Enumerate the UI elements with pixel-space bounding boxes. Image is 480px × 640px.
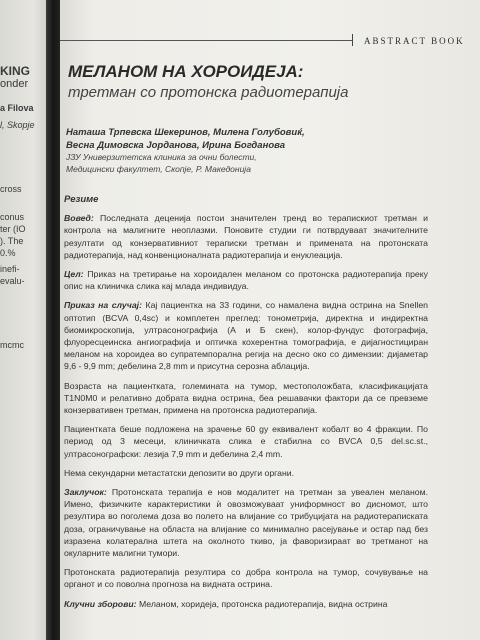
abstract-page (60, 0, 480, 640)
left-page-fragment: 0.% (0, 248, 16, 258)
header-rule (60, 40, 352, 41)
left-page-fragment: inefi- (0, 264, 20, 274)
author-list (66, 126, 366, 152)
section-text: Возраста на пациентката, големината на тумор, местоположбата, класификацијата T1N0M0 и релативно добрата видна острина, беа решавачки фактори да се превземе конзервативен третман, примена на протонска радиотерапија. (64, 380, 428, 416)
section-introduction (64, 212, 428, 261)
article-subtitle: третман со протонска радиотерапија (68, 84, 349, 101)
section-label: Заклучок: (64, 487, 107, 498)
left-page-fragment: l, Skopje (0, 120, 35, 130)
left-page-fragment: ter (IO (0, 224, 26, 234)
header-bracket (352, 34, 359, 46)
section-paragraph (64, 467, 428, 479)
left-page-fragment: ). The (0, 236, 24, 246)
left-page-fragment: mcmc (0, 340, 24, 350)
author-line: Весна Димовска Јорданова, Ирина Богданова (66, 140, 286, 151)
abstract-body (64, 194, 428, 617)
left-page-fragment: a Filova (0, 103, 34, 113)
affiliation-line: Медицински факултет, Скопје, Р. Македонија (66, 164, 251, 174)
section-text: Кај пациентка на 33 години, со намалена видна острина на Snellen оптотип (BCVA 0,4sc) и комплетен преглед: тонометрија, директна и индиректна биомикроскопија, ултрасонографија (А и Б скен), колор-фундус фотографија, флуоресцеинска ангиографија и оптичка кохерентна томографија, е дијагностициран меланом на хороидеа во супратемпорална регија на десно око со димензии: дијаметар 9,6 - 9,9 mm; дебелина 2,8 mm и присутна серозна аблација. (64, 300, 428, 372)
left-page-fragment: onder (0, 78, 29, 90)
left-page-fragment: conus (0, 212, 25, 222)
section-paragraph (64, 380, 428, 417)
affiliation (66, 151, 366, 175)
left-page-fragment: KING (0, 64, 30, 78)
section-conclusion (64, 486, 428, 559)
summary-heading: Резиме (64, 194, 99, 205)
section-label: Клучни зборови: (64, 598, 137, 609)
section-paragraph (64, 423, 428, 460)
section-text: Пациентката беше подложена на зрачење 60 gy еквивалент кобалт во 4 фракции. По период од 3 месеци, клиничката слика е стабилна со BVCA 0,5 del.sc.st., ултрасонографски: лезија 7,9 mm и дебелина 2,4 mm. (64, 424, 428, 459)
section-text: Приказ на третирање на хороидален меланом со протонска радиотерапија преку опис на клиничка слика кај млада индивидуа. (64, 269, 428, 292)
section-label: Приказ на случај: (64, 300, 142, 311)
section-keywords (64, 598, 428, 610)
left-page-edge (0, 0, 48, 640)
section-paragraph (64, 566, 428, 590)
left-page-fragment: evalu- (0, 276, 25, 286)
section-label: Цел: (64, 269, 84, 280)
section-text: Меланом, хоридеја, протонска радиотерапија, видна острина (136, 598, 388, 609)
section-label: Вовед: (64, 213, 94, 224)
section-text: Нема секундарни метастатски депозити во други органи. (64, 467, 295, 478)
article-title: МЕЛАНОМ НА ХОРОИДЕЈА: (68, 62, 304, 81)
left-page-fragment: cross (0, 184, 22, 194)
section-text: Протонската радиотерапија резултира со добра контрола на тумор, сочувување на органот и со поволна прогноза на видната острина. (64, 567, 428, 590)
section-text: Последната деценија постои значителен тренд во терапискиот третман и контрола на малигните неоплазми. Поновите студии ги потврдуваат значителните резултати од конзервативниот тераписки третман и примената на протонската радиотерапија, над конвенционалната радиотерапија и енуклеација. (64, 213, 428, 260)
section-text: Протонската терапија е нов модалитет на третман за увеален меланом. Имено, физичките карактеристики ѝ овозможуваат униформност во дисномот, што резултира во поголема доза во полето на влијание со трибуцијата на радиотераписката доза, ограничување на областа на влијание со минимално расејување и остар пад без изразена колатерална штета на околното ткиво, ја фаворизираат во третманот на окуларните малигни тумори. (64, 487, 428, 559)
affiliation-line: ЈЗУ Универзитетска клиника за очни болести, (66, 152, 257, 162)
section-aim (64, 268, 428, 292)
author-line: Наташа Трпевска Шекеринов, Милена Голубовиќ, (66, 127, 305, 138)
section-case-report (64, 299, 428, 372)
running-header: ABSTRACT BOOK (364, 36, 465, 46)
